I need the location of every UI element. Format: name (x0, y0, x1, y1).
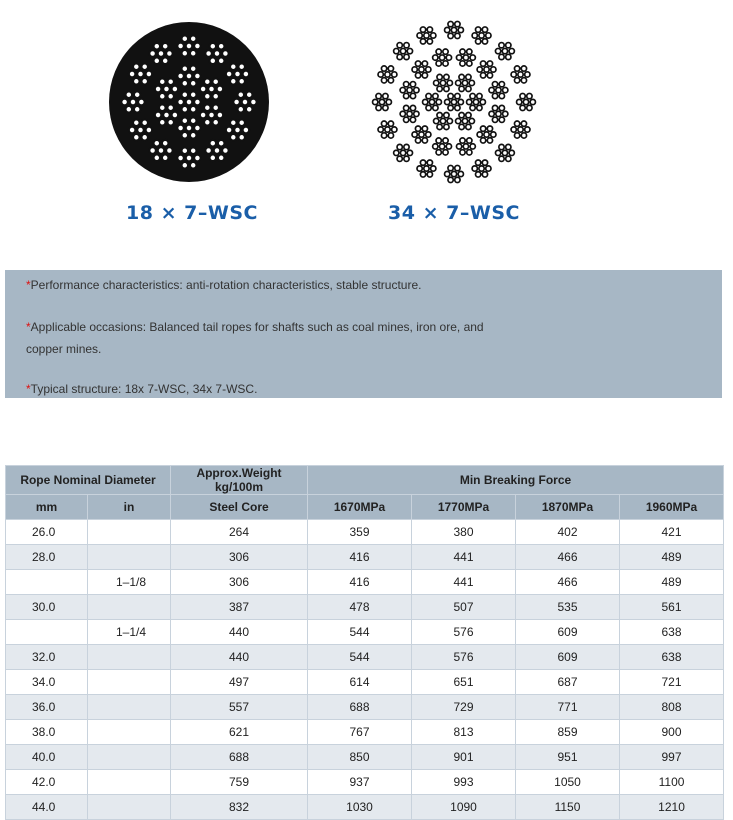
cell-in: 1–1/4 (88, 620, 171, 645)
strand (177, 91, 200, 112)
strand (495, 43, 514, 60)
cell-1870: 466 (516, 545, 620, 570)
rope-label-34x7: 34 × 7–WSC (388, 202, 520, 224)
strand (394, 144, 413, 161)
structure-text: Typical structure: 18x 7-WSC, 34x 7-WSC. (30, 382, 258, 396)
strand (412, 61, 431, 78)
cell-1770: 813 (412, 720, 516, 745)
strand (472, 27, 491, 44)
strand (467, 93, 486, 110)
cell-mm: 38.0 (6, 720, 88, 745)
strand (511, 66, 530, 83)
cell-1960: 638 (620, 645, 724, 670)
strand (200, 104, 223, 125)
strand (129, 63, 152, 84)
cell-1770: 576 (412, 645, 516, 670)
cell-weight: 832 (171, 795, 308, 820)
cell-in (88, 745, 171, 770)
cell-1870: 859 (516, 720, 620, 745)
strand (433, 49, 452, 66)
strand (155, 104, 178, 125)
cell-1770: 729 (412, 695, 516, 720)
performance-text: Performance characteristics: anti-rotation characteristics, stable structure. (30, 278, 422, 292)
header-min-breaking-force: Min Breaking Force (308, 466, 724, 495)
header-grade-1960: 1960MPa (620, 495, 724, 520)
table-row (6, 595, 724, 620)
typical-structure (26, 382, 257, 396)
header-steel-core: Steel Core (171, 495, 308, 520)
strand (445, 93, 464, 110)
spec-table (5, 465, 724, 820)
cell-1960: 561 (620, 595, 724, 620)
star-marker: * (26, 278, 31, 292)
rope-18x7-cross-section (99, 12, 279, 192)
cell-1670: 850 (308, 745, 412, 770)
header-nominal-diameter: Rope Nominal Diameter (6, 466, 171, 495)
cell-1870: 402 (516, 520, 620, 545)
strand (155, 78, 178, 99)
strand (226, 119, 249, 140)
table-row (6, 620, 724, 645)
strand (400, 105, 419, 122)
cell-mm: 40.0 (6, 745, 88, 770)
header-in: in (88, 495, 171, 520)
strand (456, 49, 475, 66)
cell-in (88, 670, 171, 695)
cell-1770: 651 (412, 670, 516, 695)
cell-1870: 535 (516, 595, 620, 620)
table-row (6, 695, 724, 720)
strand (434, 113, 453, 130)
cell-mm: 34.0 (6, 670, 88, 695)
cell-in (88, 695, 171, 720)
strand (477, 61, 496, 78)
strand (445, 21, 464, 38)
strand (129, 119, 152, 140)
cell-1960: 1100 (620, 770, 724, 795)
cell-1770: 441 (412, 570, 516, 595)
cell-1670: 359 (308, 520, 412, 545)
cell-weight: 557 (171, 695, 308, 720)
cell-1670: 688 (308, 695, 412, 720)
strand (489, 82, 508, 99)
cell-weight: 306 (171, 545, 308, 570)
strand (412, 126, 431, 143)
strand (205, 140, 228, 161)
strand (233, 91, 256, 112)
cell-in (88, 595, 171, 620)
strand (226, 63, 249, 84)
cell-in (88, 520, 171, 545)
cell-1670: 767 (308, 720, 412, 745)
cell-1960: 421 (620, 520, 724, 545)
header-mm: mm (6, 495, 88, 520)
cell-1670: 937 (308, 770, 412, 795)
cell-in (88, 545, 171, 570)
cell-weight: 440 (171, 645, 308, 670)
cell-1770: 993 (412, 770, 516, 795)
info-panel (5, 270, 722, 398)
strand (149, 140, 172, 161)
cell-mm: 28.0 (6, 545, 88, 570)
cell-1960: 900 (620, 720, 724, 745)
table-row (6, 745, 724, 770)
strand (373, 93, 392, 110)
cell-1670: 478 (308, 595, 412, 620)
cell-mm: 26.0 (6, 520, 88, 545)
cell-1770: 901 (412, 745, 516, 770)
cell-1960: 489 (620, 545, 724, 570)
strand (477, 126, 496, 143)
header-grade-1670: 1670MPa (308, 495, 412, 520)
header-grade-1870: 1870MPa (516, 495, 620, 520)
strand (149, 43, 172, 64)
cell-in (88, 770, 171, 795)
cell-in (88, 645, 171, 670)
applicable-occasions-continued: copper mines. (26, 342, 102, 356)
table-row (6, 720, 724, 745)
cell-weight: 387 (171, 595, 308, 620)
rope-diagram-18x7 (99, 12, 279, 192)
cell-1670: 544 (308, 645, 412, 670)
header-approx-weight: Approx.Weight kg/100m (171, 466, 308, 495)
table-row (6, 770, 724, 795)
cell-1770: 441 (412, 545, 516, 570)
cell-1770: 380 (412, 520, 516, 545)
cell-weight: 440 (171, 620, 308, 645)
strand (434, 74, 453, 91)
table-row (6, 570, 724, 595)
strand (177, 147, 200, 168)
strand (205, 43, 228, 64)
strand (495, 144, 514, 161)
rope-34x7-cross-section (364, 12, 544, 192)
star-marker: * (26, 382, 31, 396)
table-body (6, 520, 724, 820)
cell-1670: 416 (308, 570, 412, 595)
cell-weight: 688 (171, 745, 308, 770)
strand (394, 43, 413, 60)
table-row (6, 670, 724, 695)
cell-1870: 1050 (516, 770, 620, 795)
strand (423, 93, 442, 110)
table-row (6, 545, 724, 570)
strand (456, 74, 475, 91)
strand (489, 105, 508, 122)
strand (472, 160, 491, 177)
cell-1870: 771 (516, 695, 620, 720)
table-row (6, 645, 724, 670)
header-grade-1770: 1770MPa (412, 495, 516, 520)
strand (433, 138, 452, 155)
cell-1960: 997 (620, 745, 724, 770)
cell-1870: 609 (516, 645, 620, 670)
strand (511, 121, 530, 138)
cell-1870: 687 (516, 670, 620, 695)
cell-1670: 1030 (308, 795, 412, 820)
strand (177, 65, 200, 86)
strand (417, 160, 436, 177)
strand (456, 113, 475, 130)
cell-mm: 32.0 (6, 645, 88, 670)
strand (378, 66, 397, 83)
cell-1670: 416 (308, 545, 412, 570)
cell-mm: 44.0 (6, 795, 88, 820)
cell-mm (6, 620, 88, 645)
rope-diagram-34x7 (364, 12, 544, 192)
star-marker: * (26, 320, 31, 334)
cell-1770: 507 (412, 595, 516, 620)
cell-in (88, 720, 171, 745)
strand (417, 27, 436, 44)
strand (378, 121, 397, 138)
strand (517, 93, 536, 110)
cell-mm: 30.0 (6, 595, 88, 620)
applicable-text: Applicable occasions: Balanced tail ropes for shafts such as coal mines, iron ore, and (30, 320, 484, 334)
cell-1870: 609 (516, 620, 620, 645)
cell-weight: 497 (171, 670, 308, 695)
cell-weight: 306 (171, 570, 308, 595)
cell-weight: 264 (171, 520, 308, 545)
strand (177, 35, 200, 56)
strand (200, 78, 223, 99)
cell-1960: 638 (620, 620, 724, 645)
strand (177, 117, 200, 138)
cell-1960: 721 (620, 670, 724, 695)
applicable-occasions (26, 320, 484, 334)
strand (121, 91, 144, 112)
cell-1770: 576 (412, 620, 516, 645)
performance-characteristics (26, 278, 422, 292)
rope-label-18x7: 18 × 7–WSC (126, 202, 258, 224)
strand (400, 82, 419, 99)
cell-1960: 1210 (620, 795, 724, 820)
cell-1670: 614 (308, 670, 412, 695)
strand (456, 138, 475, 155)
cell-in (88, 795, 171, 820)
cell-weight: 621 (171, 720, 308, 745)
cell-in: 1–1/8 (88, 570, 171, 595)
cell-1770: 1090 (412, 795, 516, 820)
cell-1960: 808 (620, 695, 724, 720)
table-row (6, 520, 724, 545)
cell-mm: 36.0 (6, 695, 88, 720)
table-row (6, 795, 724, 820)
strand (445, 165, 464, 182)
cell-1960: 489 (620, 570, 724, 595)
cell-1870: 1150 (516, 795, 620, 820)
cell-mm: 42.0 (6, 770, 88, 795)
cell-1870: 466 (516, 570, 620, 595)
cell-mm (6, 570, 88, 595)
cell-weight: 759 (171, 770, 308, 795)
cell-1870: 951 (516, 745, 620, 770)
cell-1670: 544 (308, 620, 412, 645)
